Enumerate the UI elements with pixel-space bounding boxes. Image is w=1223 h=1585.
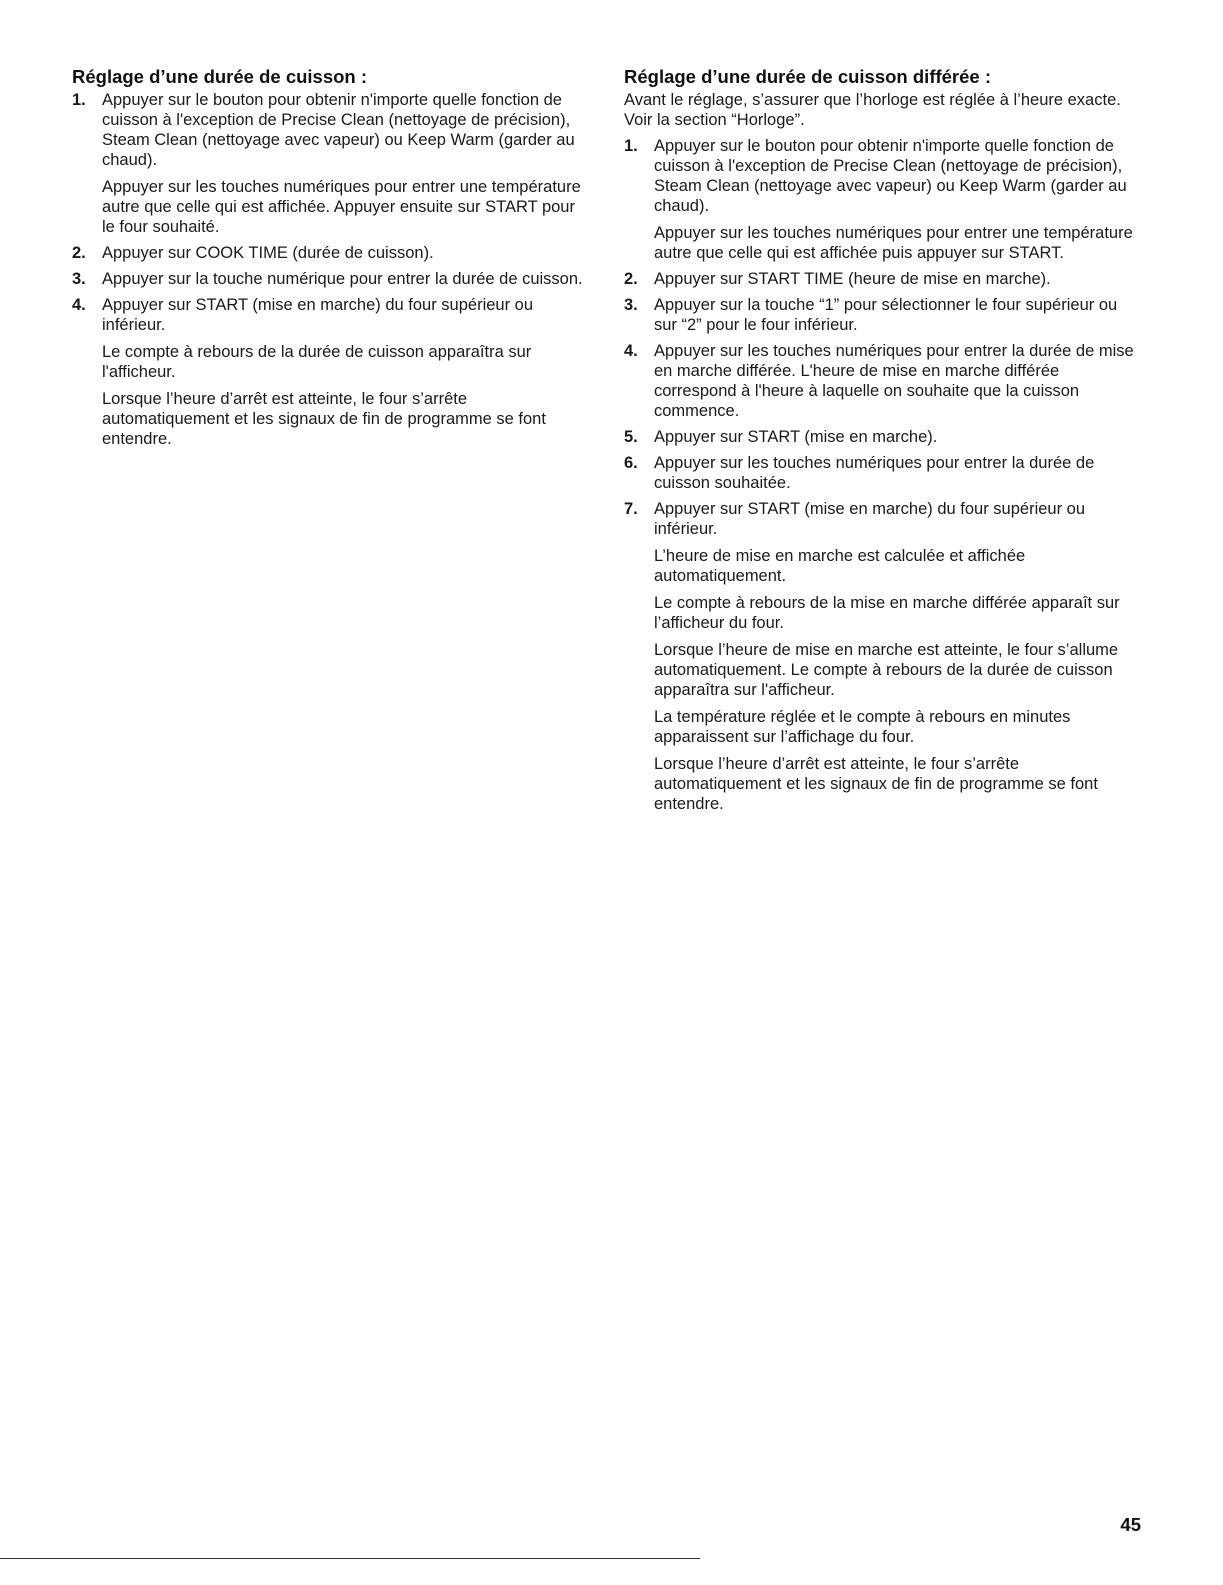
step-text: Appuyer sur les touches numériques pour entrer une température autre que celle qui est affichée. Appuyer ensuite sur START pour le four souhaité. [102, 178, 581, 236]
step-number: 1. [72, 91, 86, 109]
section-heading-delayed-cook-time: Réglage d’une durée de cuisson différée : [624, 66, 992, 87]
step-text: Appuyer sur START (mise en marche) du four supérieur ou inférieur. [102, 296, 534, 334]
step-number: 6. [624, 454, 638, 472]
step-item [72, 90, 592, 237]
step-text: L’heure de mise en marche est calculée et affichée automatiquement. [654, 547, 1026, 585]
step-text: Appuyer sur la touche “1” pour sélectionner le four supérieur ou sur “2” pour le four inférieur. [654, 296, 1118, 334]
step-text: Appuyer sur le bouton pour obtenir n'importe quelle fonction de cuisson à l'exception de Precise Clean (nettoyage de précision), Steam Clean (nettoyage avec vapeur) ou Keep Warm (garder au chaud). [102, 91, 575, 169]
step-item [72, 295, 592, 449]
section-intro: Avant le réglage, s’assurer que l’horloge est réglée à l’heure exacte. Voir la section “Horloge”. [624, 91, 1121, 129]
step-item [624, 499, 1144, 814]
step-number: 5. [624, 428, 638, 446]
step-item [624, 341, 1144, 421]
step-number: 1. [624, 137, 638, 155]
left-column [72, 66, 592, 455]
step-number: 3. [624, 296, 638, 314]
step-text: Appuyer sur START (mise en marche) du four supérieur ou inférieur. [654, 500, 1086, 538]
step-text: Appuyer sur les touches numériques pour entrer une température autre que celle qui est affichée puis appuyer sur START. [654, 224, 1133, 262]
step-text: Appuyer sur START TIME (heure de mise en marche). [654, 270, 1051, 288]
step-item [72, 243, 592, 263]
step-item [72, 269, 592, 289]
section-heading-cook-time: Réglage d’une durée de cuisson : [72, 66, 368, 87]
step-text: Appuyer sur la touche numérique pour entrer la durée de cuisson. [102, 270, 583, 288]
step-text: Appuyer sur les touches numériques pour entrer la durée de cuisson souhaitée. [654, 454, 1095, 492]
step-number: 3. [72, 270, 86, 288]
step-text: Le compte à rebours de la durée de cuisson apparaîtra sur l'afficheur. [102, 343, 532, 381]
step-number: 2. [624, 270, 638, 288]
step-number: 2. [72, 244, 86, 262]
step-number: 7. [624, 500, 638, 518]
step-number: 4. [624, 342, 638, 360]
step-text: La température réglée et le compte à rebours en minutes apparaissent sur l’affichage du four. [654, 708, 1071, 746]
delayed-cook-time-steps [624, 136, 1144, 814]
step-item [624, 136, 1144, 263]
step-text: Lorsque l’heure d’arrêt est atteinte, le four s’arrête automatiquement et les signaux de fin de programme se font entendre. [654, 755, 1098, 813]
step-item [624, 453, 1144, 493]
right-column [624, 66, 1144, 820]
step-item [624, 269, 1144, 289]
footer-divider [0, 1558, 700, 1559]
step-text: Appuyer sur COOK TIME (durée de cuisson). [102, 244, 434, 262]
step-text: Lorsque l’heure de mise en marche est atteinte, le four s’allume automatiquement. Le compte à rebours de la durée de cuisson apparaîtra sur l'afficheur. [654, 641, 1119, 699]
step-text: Appuyer sur START (mise en marche). [654, 428, 938, 446]
step-text: Appuyer sur le bouton pour obtenir n'importe quelle fonction de cuisson à l'exception de Precise Clean (nettoyage de précision), Steam Clean (nettoyage avec vapeur) ou Keep Warm (garder au chaud). [654, 137, 1127, 215]
step-item [624, 427, 1144, 447]
page-number: 45 [1120, 1514, 1141, 1535]
step-number: 4. [72, 296, 86, 314]
cook-time-steps [72, 90, 592, 449]
step-item [624, 295, 1144, 335]
step-text: Le compte à rebours de la mise en marche différée apparaît sur l’afficheur du four. [654, 594, 1120, 632]
step-text: Lorsque l’heure d’arrêt est atteinte, le four s’arrête automatiquement et les signaux de fin de programme se font entendre. [102, 390, 546, 448]
step-text: Appuyer sur les touches numériques pour entrer la durée de mise en marche différée. L'heure de mise en marche différée correspond à l'heure à laquelle on souhaite que la cuisson commence. [654, 342, 1134, 420]
